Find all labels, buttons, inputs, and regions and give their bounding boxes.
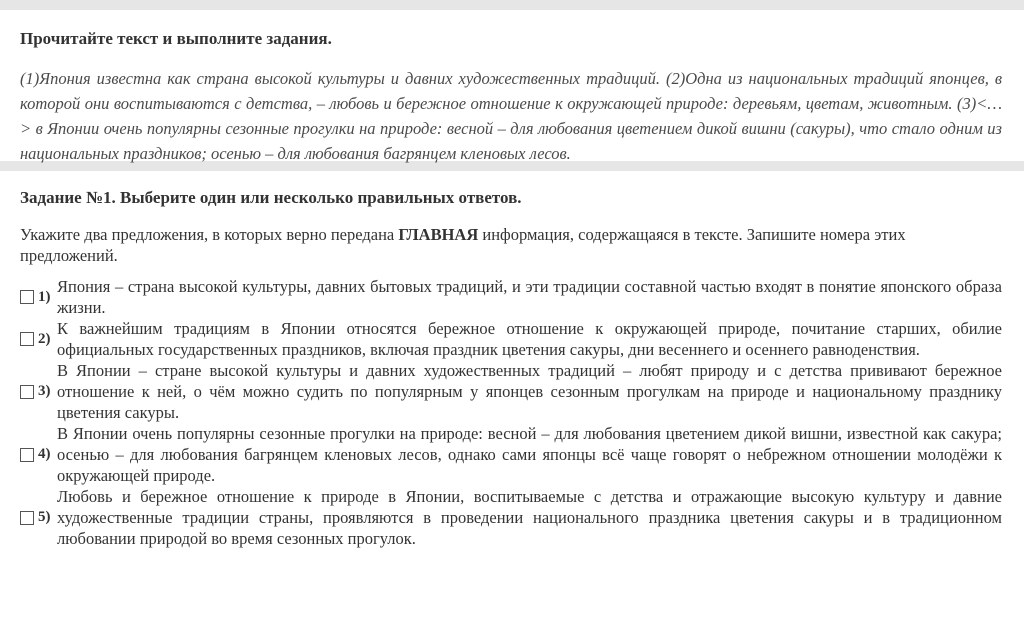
answer-option-1[interactable] (20, 276, 1002, 318)
task-section (0, 171, 1024, 549)
option-text: В Японии – стране высокой культуры и давних художественных традиций – любят природу и с детства прививают бережное отношение к ней, о чём можно судить по популярным у японцев сезонным прогулкам на природе и национальному празднику цветения сакуры. (57, 361, 1002, 422)
option-text: Япония – страна высокой культуры, давних бытовых традиций, и эти традиции составной частью входят в понятие японского образа жизни. (57, 277, 1002, 317)
option-number: 3) (38, 383, 51, 399)
option-number: 5) (38, 509, 51, 525)
question-emphasis: ГЛАВНАЯ (398, 225, 479, 244)
checkbox-1[interactable] (20, 290, 34, 304)
option-text: В Японии очень популярны сезонные прогулки на природе: весной – для любования цветением дикой вишни, известной как сакура; осенью – для любования багрянцем кленовых лесов, однако сами японцы всё чаще говорят о небрежном отношении молодёжи к окружающей природе. (57, 424, 1002, 485)
checkbox-3[interactable] (20, 385, 34, 399)
checkbox-5[interactable] (20, 511, 34, 525)
answer-option-5[interactable] (20, 486, 1002, 549)
task-question (20, 224, 1002, 266)
option-number: 1) (38, 288, 51, 305)
task-heading: Задание №1. Выберите один или несколько правильных ответов. (20, 188, 522, 207)
option-number: 4) (38, 446, 51, 462)
answer-option-3[interactable] (20, 360, 1002, 423)
answer-options (20, 276, 1002, 549)
option-number: 2) (38, 330, 51, 347)
top-divider (0, 0, 1024, 10)
answer-option-4[interactable] (20, 423, 1002, 486)
reading-passage: (1)Япония известна как страна высокой культуры и давних художественных традиций. (2)Одна из национальных традиций японцев, в которой они воспитываются с детства, – любовь и бережное отношение к окружающей природе: деревьям, цветам, животным. (3)<…> в Японии очень популярны сезонные прогулки на природе: весной – для любования цветением дикой вишни (сакуры), что стало одним из национальных праздников; осенью – для любования багрянцем кленовых лесов. (20, 69, 1002, 163)
question-text-end: информация, содержащаяся в тексте. Запишите номера этих предложений. (20, 225, 906, 265)
reading-section (0, 10, 1024, 161)
reading-heading: Прочитайте текст и выполните задания. (20, 29, 332, 48)
answer-option-2[interactable] (20, 318, 1002, 360)
checkbox-4[interactable] (20, 448, 34, 462)
option-text: К важнейшим традициям в Японии относятся бережное отношение к окружающей природе, почитание старших, обилие официальных государственных праздников, включая праздник цветения сакуры, дни весеннего и осеннего равноденствия. (57, 319, 1002, 359)
question-text-start: Укажите два предложения, в которых верно передана (20, 225, 399, 244)
option-text: Любовь и бережное отношение к природе в Японии, воспитываемые с детства и отражающие высокую культуру и давние художественные традиции страны, проявляются в проведении национального праздника цветения сакуры и в традиционном любовании природой во время сезонных прогулок. (57, 487, 1002, 548)
checkbox-2[interactable] (20, 332, 34, 346)
